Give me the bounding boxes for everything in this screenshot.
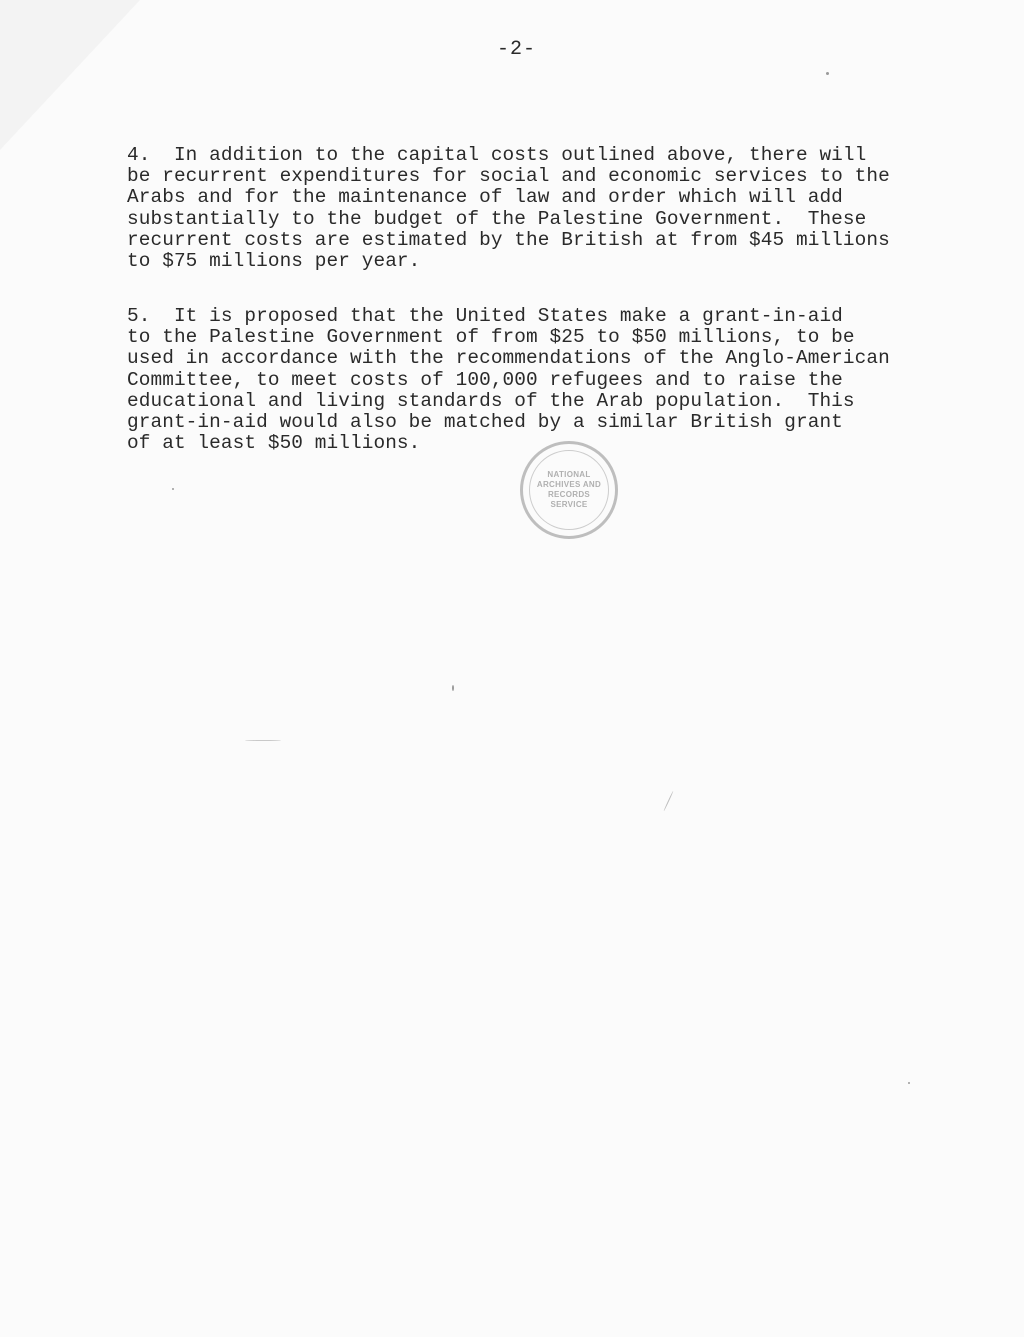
paper-speck	[245, 740, 281, 741]
page-number: -2-	[497, 38, 537, 61]
paragraph-line: educational and living standards of the Arab population. This	[127, 389, 855, 412]
paragraph-4	[127, 145, 967, 272]
paragraph-line: be recurrent expenditures for social and economic services to the	[127, 165, 890, 188]
paragraph-line: Committee, to meet costs of 100,000 refugees and to raise the	[127, 368, 843, 391]
paragraph-line: substantially to the budget of the Palestine Government. These	[127, 207, 867, 230]
paragraph-line: to the Palestine Government of from $25 to $50 millions, to be	[127, 326, 855, 349]
paragraph-line: grant-in-aid would also be matched by a similar British grant	[127, 411, 843, 434]
paper-speck	[172, 488, 174, 490]
paragraph-line: Arabs and for the maintenance of law and order which will add	[127, 186, 843, 209]
paragraph-line: used in accordance with the recommendations of the Anglo-American	[127, 347, 890, 370]
paragraph-line: of at least $50 millions.	[127, 432, 421, 455]
archive-stamp-text: SERVICE	[550, 500, 588, 509]
archive-stamp	[520, 441, 618, 539]
page-corner-wear	[0, 0, 140, 150]
paragraph-line: 5. It is proposed that the United States make a grant-in-aid	[127, 305, 843, 327]
archive-stamp-ring	[529, 450, 609, 530]
paper-speck	[908, 1082, 910, 1084]
paper-speck	[452, 685, 454, 691]
paragraph-line: 4. In addition to the capital costs outlined above, there will	[127, 144, 867, 166]
paragraph-5	[127, 306, 967, 454]
paragraph-line: to $75 millions per year.	[127, 250, 421, 273]
archive-stamp-text: NATIONAL	[547, 470, 591, 479]
archive-stamp-text: RECORDS	[547, 490, 591, 499]
paper-speck	[826, 72, 829, 75]
paragraph-line: recurrent costs are estimated by the British at from $45 millions	[127, 228, 890, 251]
paper-speck	[663, 791, 673, 811]
archive-stamp-text: ARCHIVES AND	[536, 480, 602, 489]
